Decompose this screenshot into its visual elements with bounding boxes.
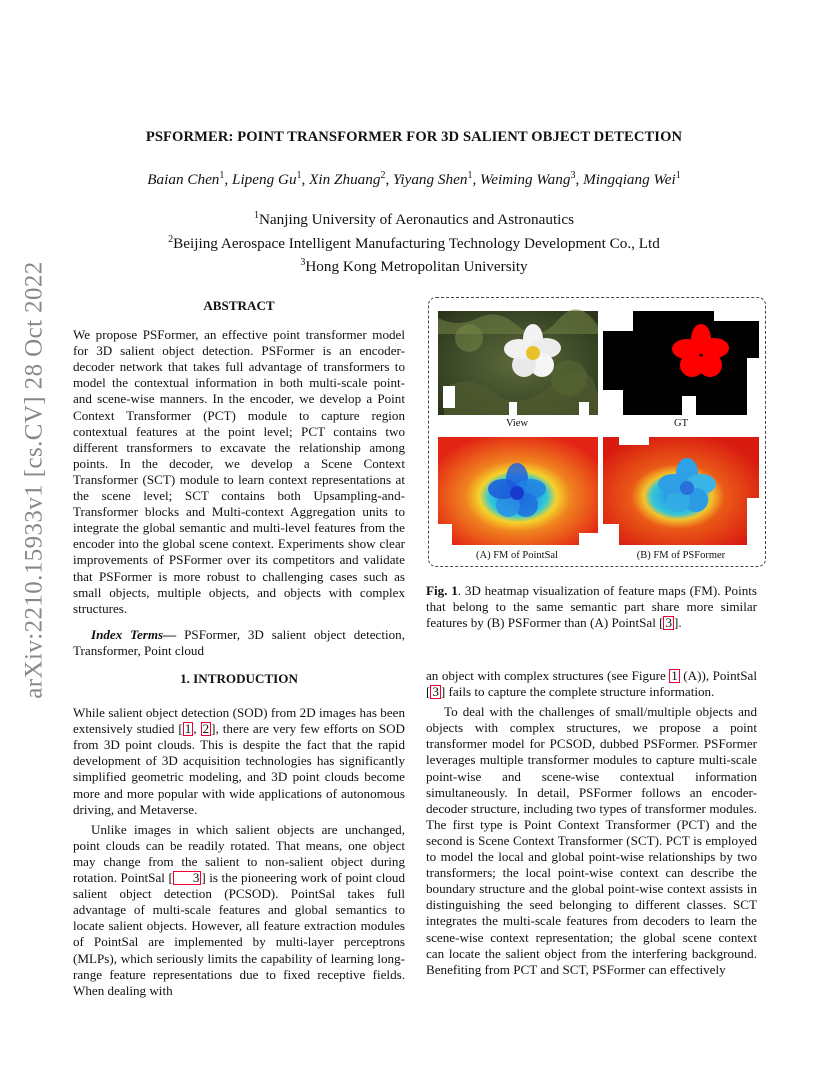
author-list: Baian Chen$^1$, Lipeng Gu$^1$, Xin Zhuang$^2$, Yiyang Shen$^1$, Weiming Wang$^3$, Mingqiang Wei$^1$ <box>147 170 681 189</box>
citation-link[interactable]: 3 <box>432 684 439 700</box>
citation-link[interactable]: 1 <box>184 721 192 737</box>
author: Yiyang Shen$^1$ <box>393 170 473 189</box>
intro-paragraph-2: Unlike images in which salient objects are unchanged, point clouds can be readily rotated. That means, one object may change from the salient to non-salient object during rotation. PointSal [ 3 ] is the pioneering work of point cloud salient object detection (PCSOD). PointSal takes full advantage of multi-scale features and global semantics to locate salient objects. However, all feature extraction modules of PointSal are implemented by multi-layer perceptrons (MLPs), which seriously limits the capability of learning long-range feature representations due to fixed receptive fields. When dealing with <box>73 821 405 998</box>
intro-paragraph-1: While salient object detection (SOD) from 2D images has been extensively studied [ 1 , 2 ], there are very few efforts on SOD from 3D point clouds. This is despite the fact that the rapid development of 3D acquisition technologies has significantly simplified geometric modeling, and 3D point clouds become more and more popular with wide applications of autonomous driving, and Metaverse. <box>73 705 405 817</box>
abstract-text: We propose PSFormer, an effective point transformer model for 3D salient object detection. PSFormer is an encoder-decoder network that takes full advantage of transformers to model the contextual information in both multi-scale point- and scene-wise manners. In the encoder, we develop a Point Context Transformer (PCT) module to capture region contextual features at the point level; PCT contains two different transformers to excavate the relationship among points. In the decoder, we develop a Scene Context Transformer (SCT) module to learn context representations at the scene level; SCT contains both Upsampling-and-Transformer blocks and Multi-context Aggregation units to integrate the global semantic and multi-level features from the encoder into the global scene context. Experiments show clear improvements of PSFormer over its competitors and validate that PSFormer is more robust to challenging cases such as small objects, multiple objects, and objects with complex structures. <box>73 327 405 616</box>
affiliation: $^3$Hong Kong Metropolitan University <box>300 257 528 276</box>
author: Mingqiang Wei$^1$ <box>583 170 681 189</box>
author: Weiming Wang$^3$ <box>480 170 576 189</box>
label-fm-psformer: (B) FM of PSFormer <box>636 550 726 561</box>
view-image <box>438 309 598 415</box>
arxiv-identifier <box>4 200 66 760</box>
heatmap-psformer <box>603 437 759 545</box>
index-terms-label: Index Terms— <box>91 626 177 642</box>
label-gt: GT <box>674 418 688 429</box>
author: Lipeng Gu$^1$ <box>232 170 302 189</box>
affiliation-list <box>0 206 828 277</box>
author: Baian Chen$^1$ <box>147 170 225 189</box>
citation-link[interactable]: 2 <box>202 721 210 737</box>
figure-caption: Fig. 1. 3D heatmap visualization of feature maps (FM). Points that belong to the same semantic part share more similar features by (B) PSFormer than (A) PointSal [ 3 ]. <box>426 583 757 631</box>
index-terms: Index Terms— PSFormer, 3D salient object detection, Transformer, Point cloud <box>73 626 405 658</box>
ground-truth-image <box>603 311 759 415</box>
citation-link[interactable]: 3 <box>173 871 202 885</box>
label-fm-pointsal: (A) FM of PointSal <box>476 550 558 561</box>
paper-title: PSFORMER: POINT TRANSFORMER FOR 3D SALIENT OBJECT DETECTION <box>145 129 683 145</box>
figure-reference-link[interactable]: 1 <box>671 668 678 683</box>
author: Xin Zhuang$^2$ <box>309 170 386 189</box>
label-view: View <box>505 418 529 429</box>
figure-1-graphic <box>429 298 765 566</box>
figure-1 <box>428 297 766 567</box>
intro-paragraph-4: To deal with the challenges of small/multiple objects and objects with complex structures, we propose a point transformer model for PCSOD, dubbed PSFormer. PSFormer leverages multiple transformer modules to capture multi-scale point-wise and scene-wise contextual information simultaneously. In detail, PSFormer follows an encoder-decoder structure, including two types of transformer modules. The first type is Point Context Transformer (PCT) and the second is Scene Context Transformer (SCT). PCT is employed to model the local and global point-wise relationships by two transformers; the local point-wise context can describe the boundary structure and the global point-wise context assists in distinguishing the seed belonging to different classes. SCT integrates the multi-scale features from decoders to learn the scene-wise context representation; the global scene context can locate the salient object from the interfering background. Benefiting from PCT and SCT, PSFormer can effectively <box>426 704 757 977</box>
arxiv-identifier-text: arXiv:2210.15933v1 [cs.CV] 28 Oct 2022 <box>21 261 48 699</box>
heatmap-pointsal <box>438 437 598 545</box>
introduction-continued <box>426 668 757 978</box>
intro-heading: 1. INTRODUCTION <box>180 671 298 686</box>
citation-link[interactable]: 3 <box>665 615 673 631</box>
intro-paragraph-3: an object with complex structures (see Figure 1 (A)), PointSal [ 3 ] fails to capture the complete structure information. <box>426 668 757 700</box>
abstract-heading: ABSTRACT <box>203 298 275 313</box>
caption-label: Fig. 1 <box>426 583 458 598</box>
affiliation: $^1$Nanjing University of Aeronautics and Astronautics <box>253 210 575 229</box>
introduction-section <box>73 671 405 999</box>
abstract-section <box>73 298 405 659</box>
affiliation: $^2$Beijing Aerospace Intelligent Manufacturing Technology Development Co., Ltd <box>168 233 660 252</box>
